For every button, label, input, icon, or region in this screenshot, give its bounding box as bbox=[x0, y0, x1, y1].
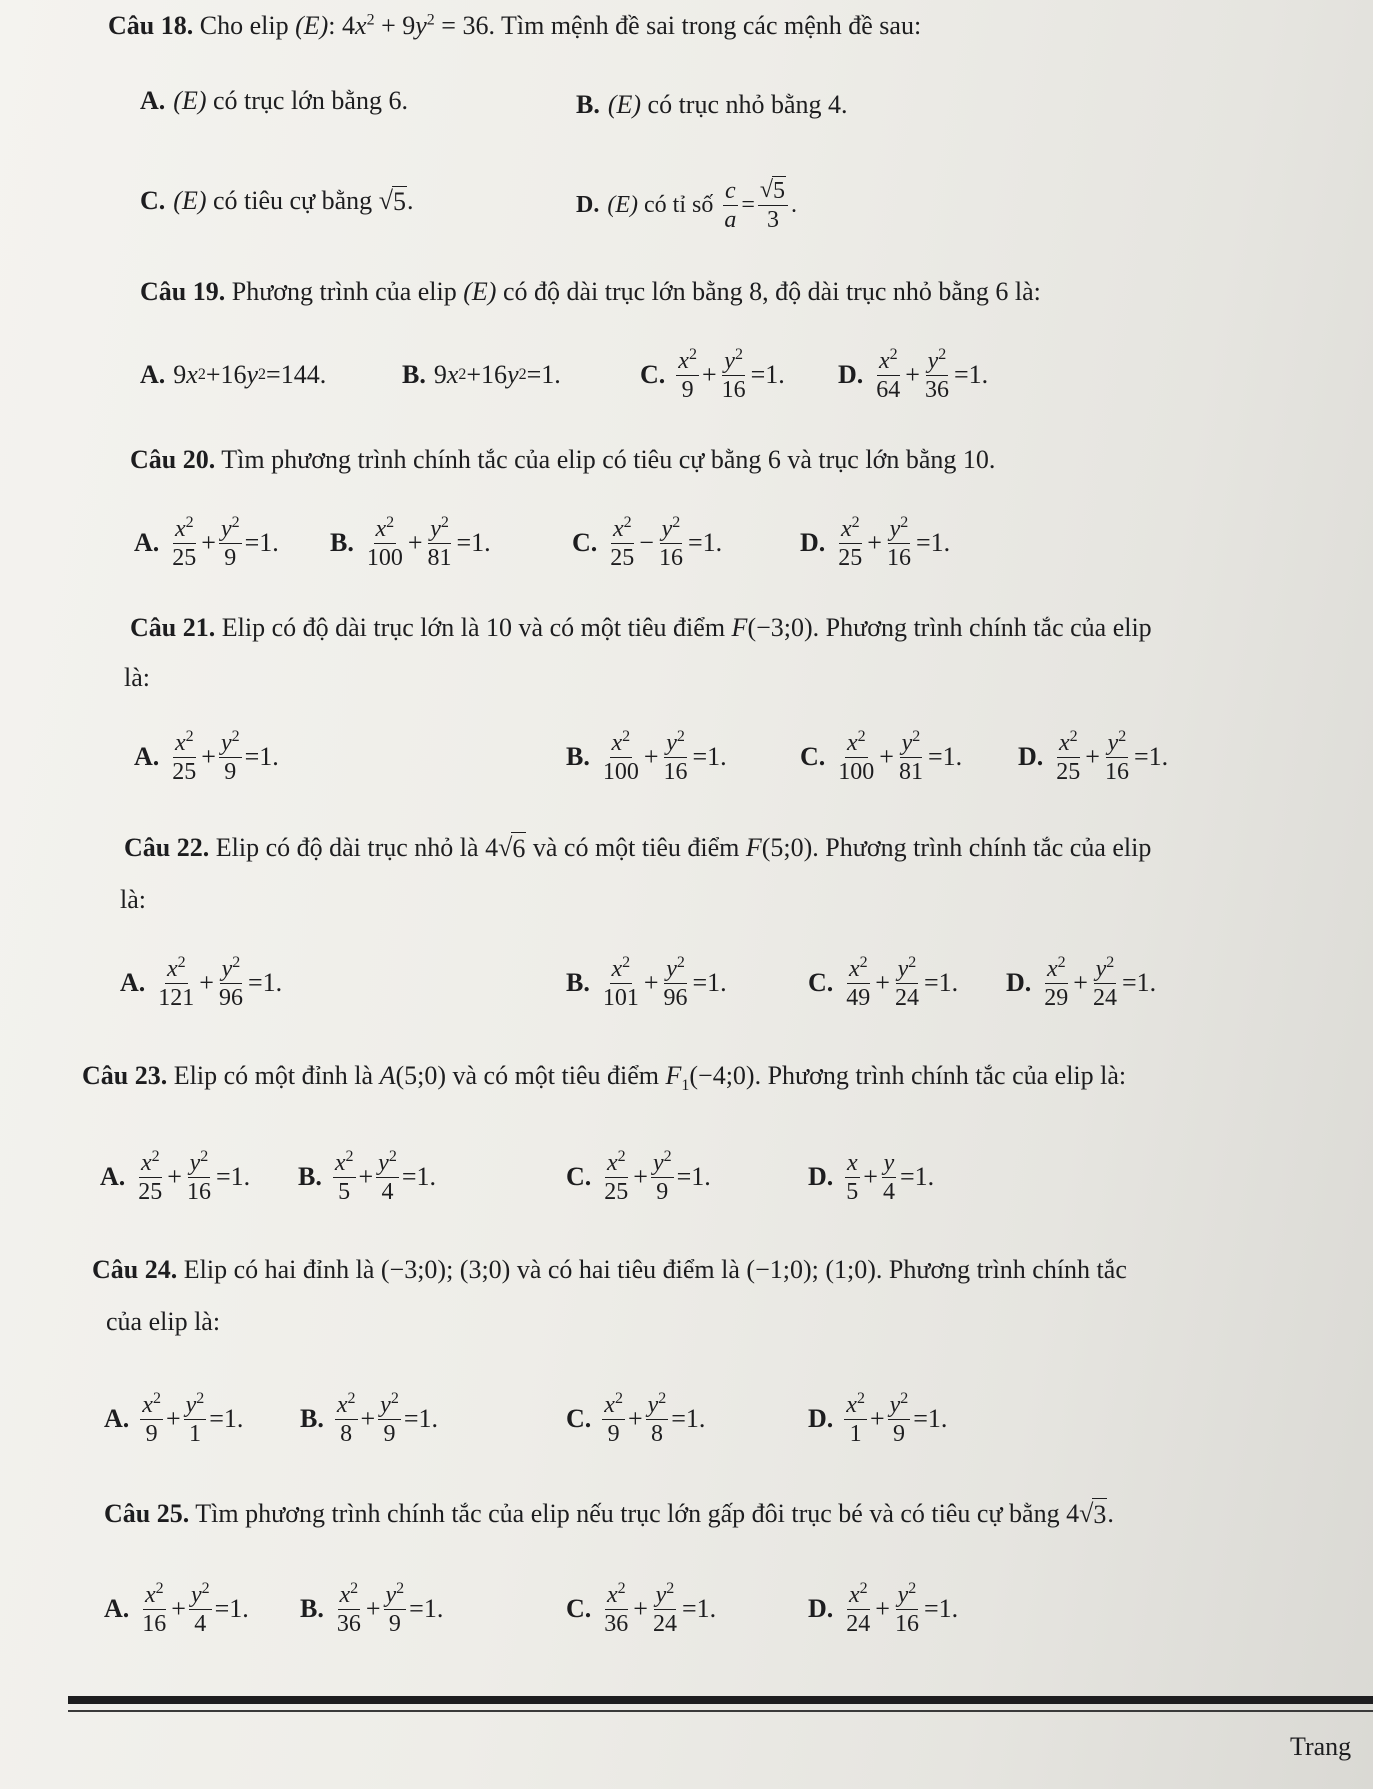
question-label: Câu 24. bbox=[92, 1255, 178, 1284]
question-label: Câu 25. bbox=[104, 1499, 190, 1528]
question-22: Câu 22. Elip có độ dài trục nhỏ là 4√ 6 và có một tiêu điểm F(5;0). Phương trình chính tắc của elip bbox=[124, 833, 1152, 863]
q21-option-c[interactable]: C. $\frac{x^2}{100}$ + $\frac{y^2}{81}$ =1. bbox=[800, 727, 963, 785]
q24-option-a[interactable]: A. $\frac{x^2}{9}$ + $\frac{y^2}{1}$ =1. bbox=[104, 1389, 244, 1447]
q18-option-a[interactable]: A. (E) có trục lớn bằng 6. bbox=[140, 86, 408, 115]
q22-option-a[interactable]: A. $\frac{x^2}{121}$ + $\frac{y^2}{96}$ =1. bbox=[120, 953, 283, 1011]
question-label: Câu 20. bbox=[130, 445, 216, 474]
q21-option-b[interactable]: B. $\frac{x^2}{100}$ + $\frac{y^2}{16}$ =1. bbox=[566, 727, 727, 785]
footer-divider-thin bbox=[68, 1710, 1373, 1712]
q25-option-d[interactable]: D. $\frac{x^2}{24}$ + $\frac{y^2}{16}$ =1. bbox=[808, 1579, 959, 1637]
page-footer: Trang bbox=[1290, 1732, 1352, 1761]
q18-option-c[interactable]: C. (E) có tiêu cự bằng √ 5 . bbox=[140, 185, 414, 216]
question-23: Câu 23. Elip có một đỉnh là A(5;0) và có một tiêu điểm $F_1(-4;0)$. Phương trình chính tắc của elip là: bbox=[82, 1061, 1127, 1095]
q20-option-a[interactable]: A. $\frac{x^2}{25}$ + $\frac{y^2}{9}$ =1. bbox=[134, 513, 279, 571]
question-label: Câu 19. bbox=[140, 277, 226, 306]
q25-option-b[interactable]: B. $\frac{x^2}{36}$ + $\frac{y^2}{9}$ =1. bbox=[300, 1579, 444, 1637]
q24-option-c[interactable]: C. $\frac{x^2}{9}$ + $\frac{y^2}{8}$ =1. bbox=[566, 1389, 706, 1447]
q18-option-b[interactable]: B. (E) có trục nhỏ bằng 4. bbox=[576, 90, 848, 119]
q19-option-d[interactable]: D. $\frac{x^2}{64}$ + $\frac{y^2}{36}$ =1. bbox=[838, 345, 989, 403]
q24-option-d[interactable]: D. $\frac{x^2}{1}$ + $\frac{y^2}{9}$ =1. bbox=[808, 1389, 948, 1447]
question-label: Câu 22. bbox=[124, 833, 210, 862]
q22-option-b[interactable]: B. $\frac{x^2}{101}$ + $\frac{y^2}{96}$ =1. bbox=[566, 953, 727, 1011]
q24-option-b[interactable]: B. $\frac{x^2}{8}$ + $\frac{y^2}{9}$ =1. bbox=[300, 1389, 438, 1447]
q21-option-d[interactable]: D. $\frac{x^2}{25}$ + $\frac{y^2}{16}$ =1. bbox=[1018, 727, 1169, 785]
q22-option-d[interactable]: D. $\frac{x^2}{29}$ + $\frac{y^2}{24}$ =1. bbox=[1006, 953, 1157, 1011]
q20-option-b[interactable]: B. $\frac{x^2}{100}$ + $\frac{y^2}{81}$ =1. bbox=[330, 513, 491, 571]
question-20: Câu 20. Tìm phương trình chính tắc của elip có tiêu cự bằng 6 và trục lớn bằng 10. bbox=[130, 445, 996, 474]
q21-continuation: là: bbox=[124, 663, 150, 692]
q22-continuation: là: bbox=[120, 885, 146, 914]
question-19: Câu 19. Phương trình của elip (E) có độ dài trục lớn bằng 8, độ dài trục nhỏ bằng 6 là: bbox=[140, 277, 1041, 306]
q23-option-a[interactable]: A. $\frac{x^2}{25}$ + $\frac{y^2}{16}$ =1. bbox=[100, 1147, 251, 1205]
q19-option-c[interactable]: C. $\frac{x^2}{9}$ + $\frac{y^2}{16}$ =1. bbox=[640, 345, 785, 403]
question-24: Câu 24. Elip có hai đỉnh là (−3;0); (3;0) và có hai tiêu điểm là (−1;0); (1;0). Phương trình chính tắc bbox=[92, 1255, 1127, 1284]
q23-option-c[interactable]: C. $\frac{x^2}{25}$ + $\frac{y^2}{9}$ =1. bbox=[566, 1147, 711, 1205]
question-label: Câu 21. bbox=[130, 613, 216, 642]
question-label: Câu 18. bbox=[108, 11, 194, 40]
q25-option-a[interactable]: A. $\frac{x^2}{16}$ + $\frac{y^2}{4}$ =1. bbox=[104, 1579, 249, 1637]
q19-option-a[interactable]: A. 9 x 2 +16 y 2 =144. bbox=[140, 360, 327, 389]
q21-option-a[interactable]: A. $\frac{x^2}{25}$ + $\frac{y^2}{9}$ =1. bbox=[134, 727, 279, 785]
q22-option-c[interactable]: C. $\frac{x^2}{49}$ + $\frac{y^2}{24}$ =1. bbox=[808, 953, 959, 1011]
q18-option-d[interactable]: D. (E) có tỉ số $\frac{c}{a}$ = √ 5 3 . bbox=[576, 177, 798, 233]
q20-option-d[interactable]: D. $\frac{x^2}{25}$ + $\frac{y^2}{16}$ =1. bbox=[800, 513, 951, 571]
q24-continuation: của elip là: bbox=[106, 1307, 221, 1336]
q25-option-c[interactable]: C. $\frac{x^2}{36}$ + $\frac{y^2}{24}$ =1. bbox=[566, 1579, 717, 1637]
question-18: Câu 18. Cho elip (E): $4x^2 + 9y^2 = 36$. Tìm mệnh đề sai trong các mệnh đề sau: bbox=[108, 11, 922, 40]
q23-option-d[interactable]: D. $\frac{x}{5}$ + $\frac{y}{4}$ =1. bbox=[808, 1149, 935, 1205]
q23-option-b[interactable]: B. $\frac{x^2}{5}$ + $\frac{y^2}{4}$ =1. bbox=[298, 1147, 436, 1205]
q19-option-b[interactable]: B. 9 x 2 +16 y 2 =1. bbox=[402, 360, 561, 389]
q20-option-c[interactable]: C. $\frac{x^2}{25}$ − $\frac{y^2}{16}$ =1. bbox=[572, 513, 723, 571]
footer-divider bbox=[68, 1696, 1373, 1704]
question-25: Câu 25. Tìm phương trình chính tắc của elip nếu trục lớn gấp đôi trục bé và có tiêu cự bằng 4√ 3 . bbox=[104, 1499, 1114, 1529]
question-label: Câu 23. bbox=[82, 1061, 168, 1090]
question-21: Câu 21. Elip có độ dài trục lớn là 10 và có một tiêu điểm F(−3;0). Phương trình chính tắc của elip bbox=[130, 613, 1152, 642]
